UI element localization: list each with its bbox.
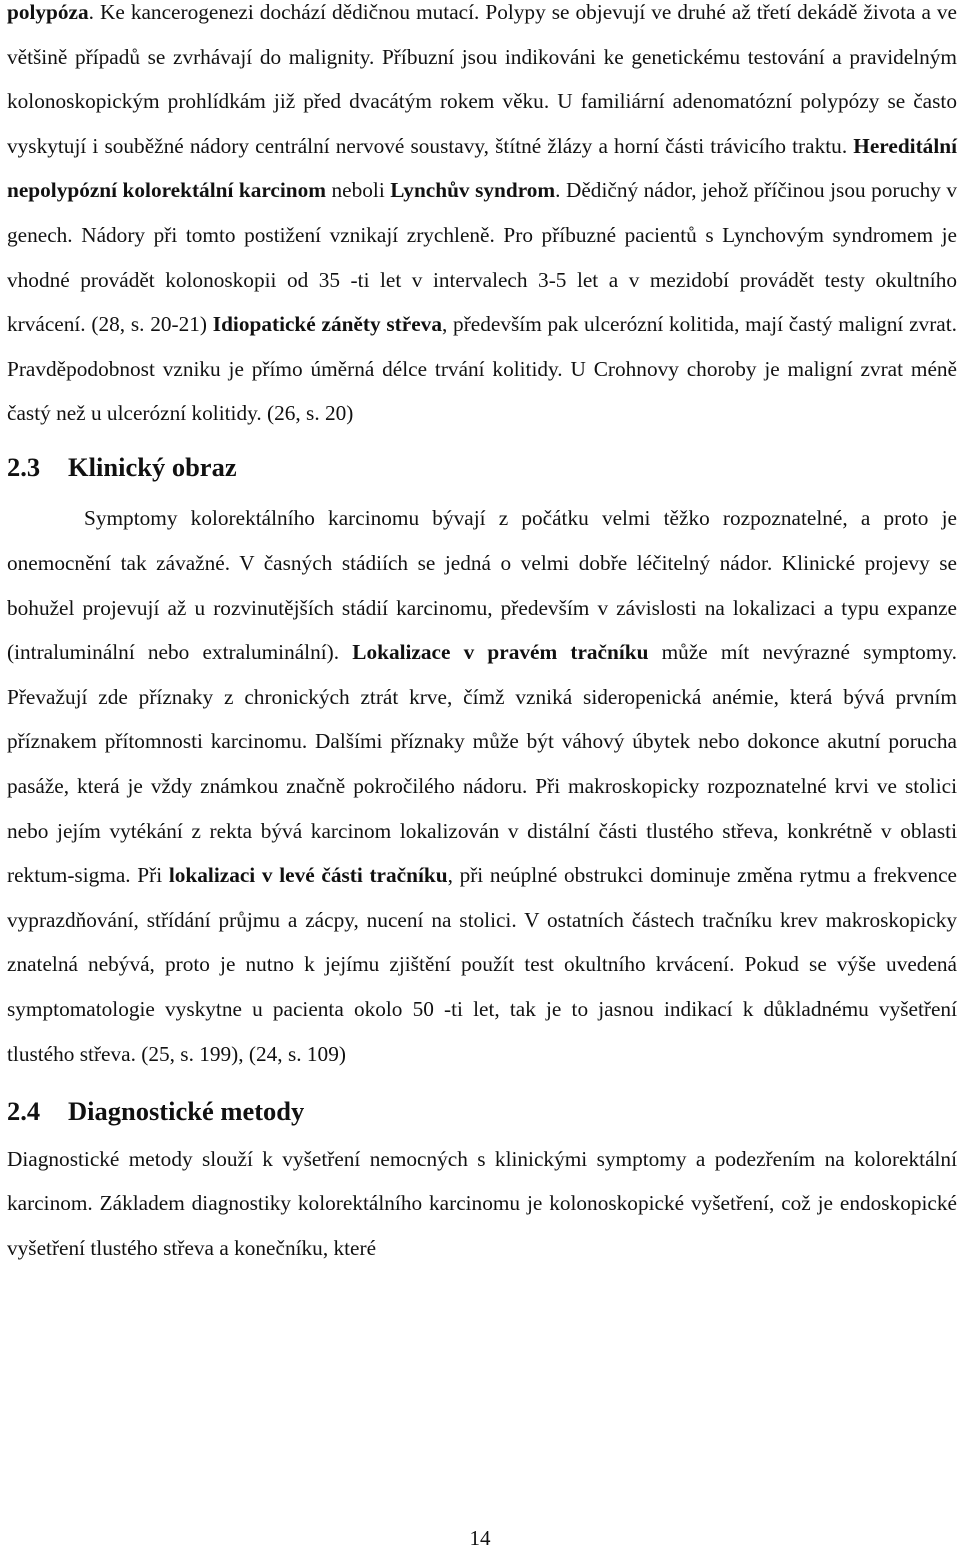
text-run: Diagnostické metody slouží k vyšetření nemocných s klinickými symptomy a podezřením na kolorektální karcinom. Základem diagnostiky kolorektálního karcinomu je kolonoskopické vyšetření, což je endoskopické vyšetření tlustého střeva a konečníku, které (7, 1146, 957, 1260)
section-number: 2.3 (7, 451, 41, 482)
bold-text-run: Lokalizace v pravém tračníku (352, 640, 649, 665)
section-heading-clinical-picture (7, 451, 957, 482)
text-run: Symptomy kolorektálního karcinomu bývají z počátku velmi těžko rozpoznatelné, a proto je onemocnění tak závažné. V časných stádiích se jedná o velmi dobře léčitelný nádor. Klinické projevy se bohužel projevují až u rozvinutějších stádií karcinomu, především v závislosti na lokalizaci a typu expanze (intraluminální nebo extraluminální). (7, 506, 957, 665)
text-run: . Ke kancerogenezi dochází dědičnou mutací. Polypy se objevují ve druhé až třetí dekádě života a ve většině případů se zvrhávají do malignity. Příbuzní jsou indikováni ke genetickému testování a pravidelným kolonoskopickým prohlídkám již před dvacátým rokem věku. U familiární adenomatózní polypózy se často vyskytují i souběžné nádory centrální nervové soustavy, štítné žlázy a horní části trávicího traktu. (7, 0, 957, 158)
bold-text-run: Idiopatické záněty střeva (212, 312, 442, 337)
text-run: může mít nevýrazné symptomy. Převažují zde příznaky z chronických ztrát krve, čímž vzniká sideropenická anémie, která bývá prvním příznakem přítomnosti karcinomu. Dalšími příznaky může být váhový úbytek nebo dokonce akutní porucha pasáže, která je vždy známkou značně pokročilého nádoru. Při makroskopicky rozpoznatelné krvi ve stolici nebo jejím vytékání z rekta bývá karcinom lokalizován v distální části tlustého střeva, konkrétně v oblasti rektum-sigma. Při (7, 640, 957, 888)
section-number: 2.4 (7, 1096, 41, 1127)
text-run: , především pak ulcerózní kolitida, mají častý maligní zvrat. Pravděpodobnost vzniku je přímo úměrná délce trvání kolitidy. U Crohnovy choroby je maligní zvrat méně častý než u ulcerózní kolitidy. (26, s. 20) (7, 312, 957, 426)
section-heading-diagnostic-methods (7, 1098, 957, 1125)
text-run: neboli (326, 178, 391, 203)
bold-text-run: lokalizaci v levé části tračníku (168, 863, 448, 888)
paragraph-hereditary-syndromes (7, 0, 957, 436)
section-title: Diagnostické metody (68, 1096, 305, 1127)
text-run: , při neúplné obstrukci dominuje změna rytmu a frekvence vyprazdňování, střídání průjmu a zácpy, nucení na stolici. V ostatních částech tračníku krev makroskopicky znatelná nebývá, proto je nutno k jejímu zjištění použít test okultního krvácení. Pokud se výše uvedená symptomatologie vyskytne u pacienta okolo 50 -ti let, tak je to jasnou indikací k důkladnému vyšetření tlustého střeva. (25, s. 199), (24, s. 109) (7, 863, 957, 1066)
paragraph-clinical-picture (7, 496, 957, 1076)
bold-text-run: polypóza (7, 0, 89, 24)
text-run: . Dědičný nádor, jehož příčinou jsou poruchy v genech. Nádory při tomto postižení vznikají zrychleně. Pro příbuzné pacientů s Lynchovým syndromem je vhodné provádět kolonoskopii od 35 -ti let v intervalech 3-5 let a v mezidobí provádět testy okultního krvácení. (28, s. 20-21) (7, 178, 958, 337)
bold-text-run: Lynchův syndrom (390, 178, 556, 203)
page-number: 14 (469, 1526, 491, 1550)
document-page (7, 0, 957, 1270)
paragraph-diagnostic-methods (7, 1137, 957, 1271)
section-title: Klinický obraz (68, 451, 237, 482)
bold-text-run: Hereditální nepolypózní kolorektální karcinom (7, 133, 957, 203)
